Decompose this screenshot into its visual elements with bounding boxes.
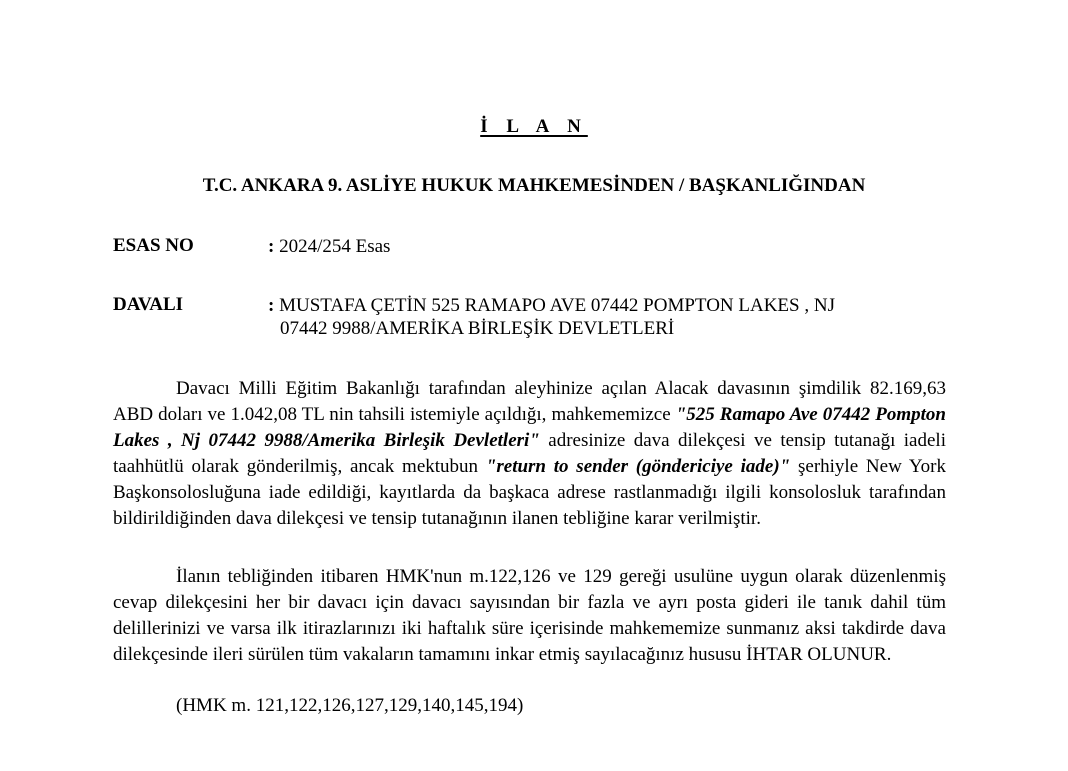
return-to-sender-bold: "return to sender (göndericiye iade)" [485, 456, 791, 477]
paragraph-warning-text: İlanın tebliğinden itibaren HMK'nun m.122,126 ve 129 gereği usulüne uygun olarak düzenlenmiş cevap dilekçesini her bir davacı için davacı sayısından bir fazla ve ayrı posta gideri ile tanık dahil tüm delillerinizi ve varsa ilk itirazlarınızı iki haftalık süre içerisinde mahkememize sunmanız aksi takdirde dava dilekçesinde ileri sürülen tüm vakaların tamamını inkar etmiş sayılacağınız hususu İHTAR OLUNUR. [113, 566, 946, 665]
announcement-title-text: İ L A N [480, 116, 588, 137]
esas-no-colon: : [268, 236, 275, 257]
esas-no-label: ESAS NO [113, 235, 194, 256]
paragraph-warning [113, 564, 946, 668]
announcement-title [0, 116, 1068, 138]
davali-label: DAVALI [113, 294, 184, 315]
defendant-address-bold: "525 Ramapo Ave 07442 Pompton Lakes , Nj 07442 9988/Amerika Birleşik Devletleri" [113, 404, 946, 451]
law-reference: (HMK m. 121,122,126,127,129,140,145,194) [176, 695, 524, 716]
paragraph-notice-text-a: Davacı Milli Eğitim Bakanlığı tarafından aleyhinize açılan Alacak davasının şimdilik 82.169,63 ABD doları ve 1.042,08 TL nin tahsili istemiyle açıldığı, mahkememizce [113, 378, 946, 425]
esas-no-value [268, 235, 390, 258]
davali-address-line1: MUSTAFA ÇETİN 525 RAMAPO AVE 07442 POMPTON LAKES , NJ [279, 295, 835, 316]
davali-colon: : [268, 295, 275, 316]
paragraph-notice [113, 376, 946, 532]
esas-no-text: 2024/254 Esas [279, 236, 391, 257]
davali-value [268, 294, 968, 340]
paragraph-notice-text-b: adresinize dava dilekçesi ve tensip tutanağı iadeli taahhütlü olarak gönderilmiş, ancak mektubun [113, 430, 946, 477]
davali-address-line2: 07442 9988/AMERİKA BİRLEŞİK DEVLETLERİ [280, 318, 675, 339]
court-heading: T.C. ANKARA 9. ASLİYE HUKUK MAHKEMESİNDEN / BAŞKANLIĞINDAN [202, 175, 866, 196]
paragraph-notice-text-c: şerhiyle New York Başkonsolosluğuna iade edildiği, kayıtlarda da başkaca adrese rastlanmadığı ilgili konsolosluk tarafından bildirildiğinden dava dilekçesi ve tensip tutanağının ilanen tebliğine karar verilmiştir. [113, 456, 946, 529]
